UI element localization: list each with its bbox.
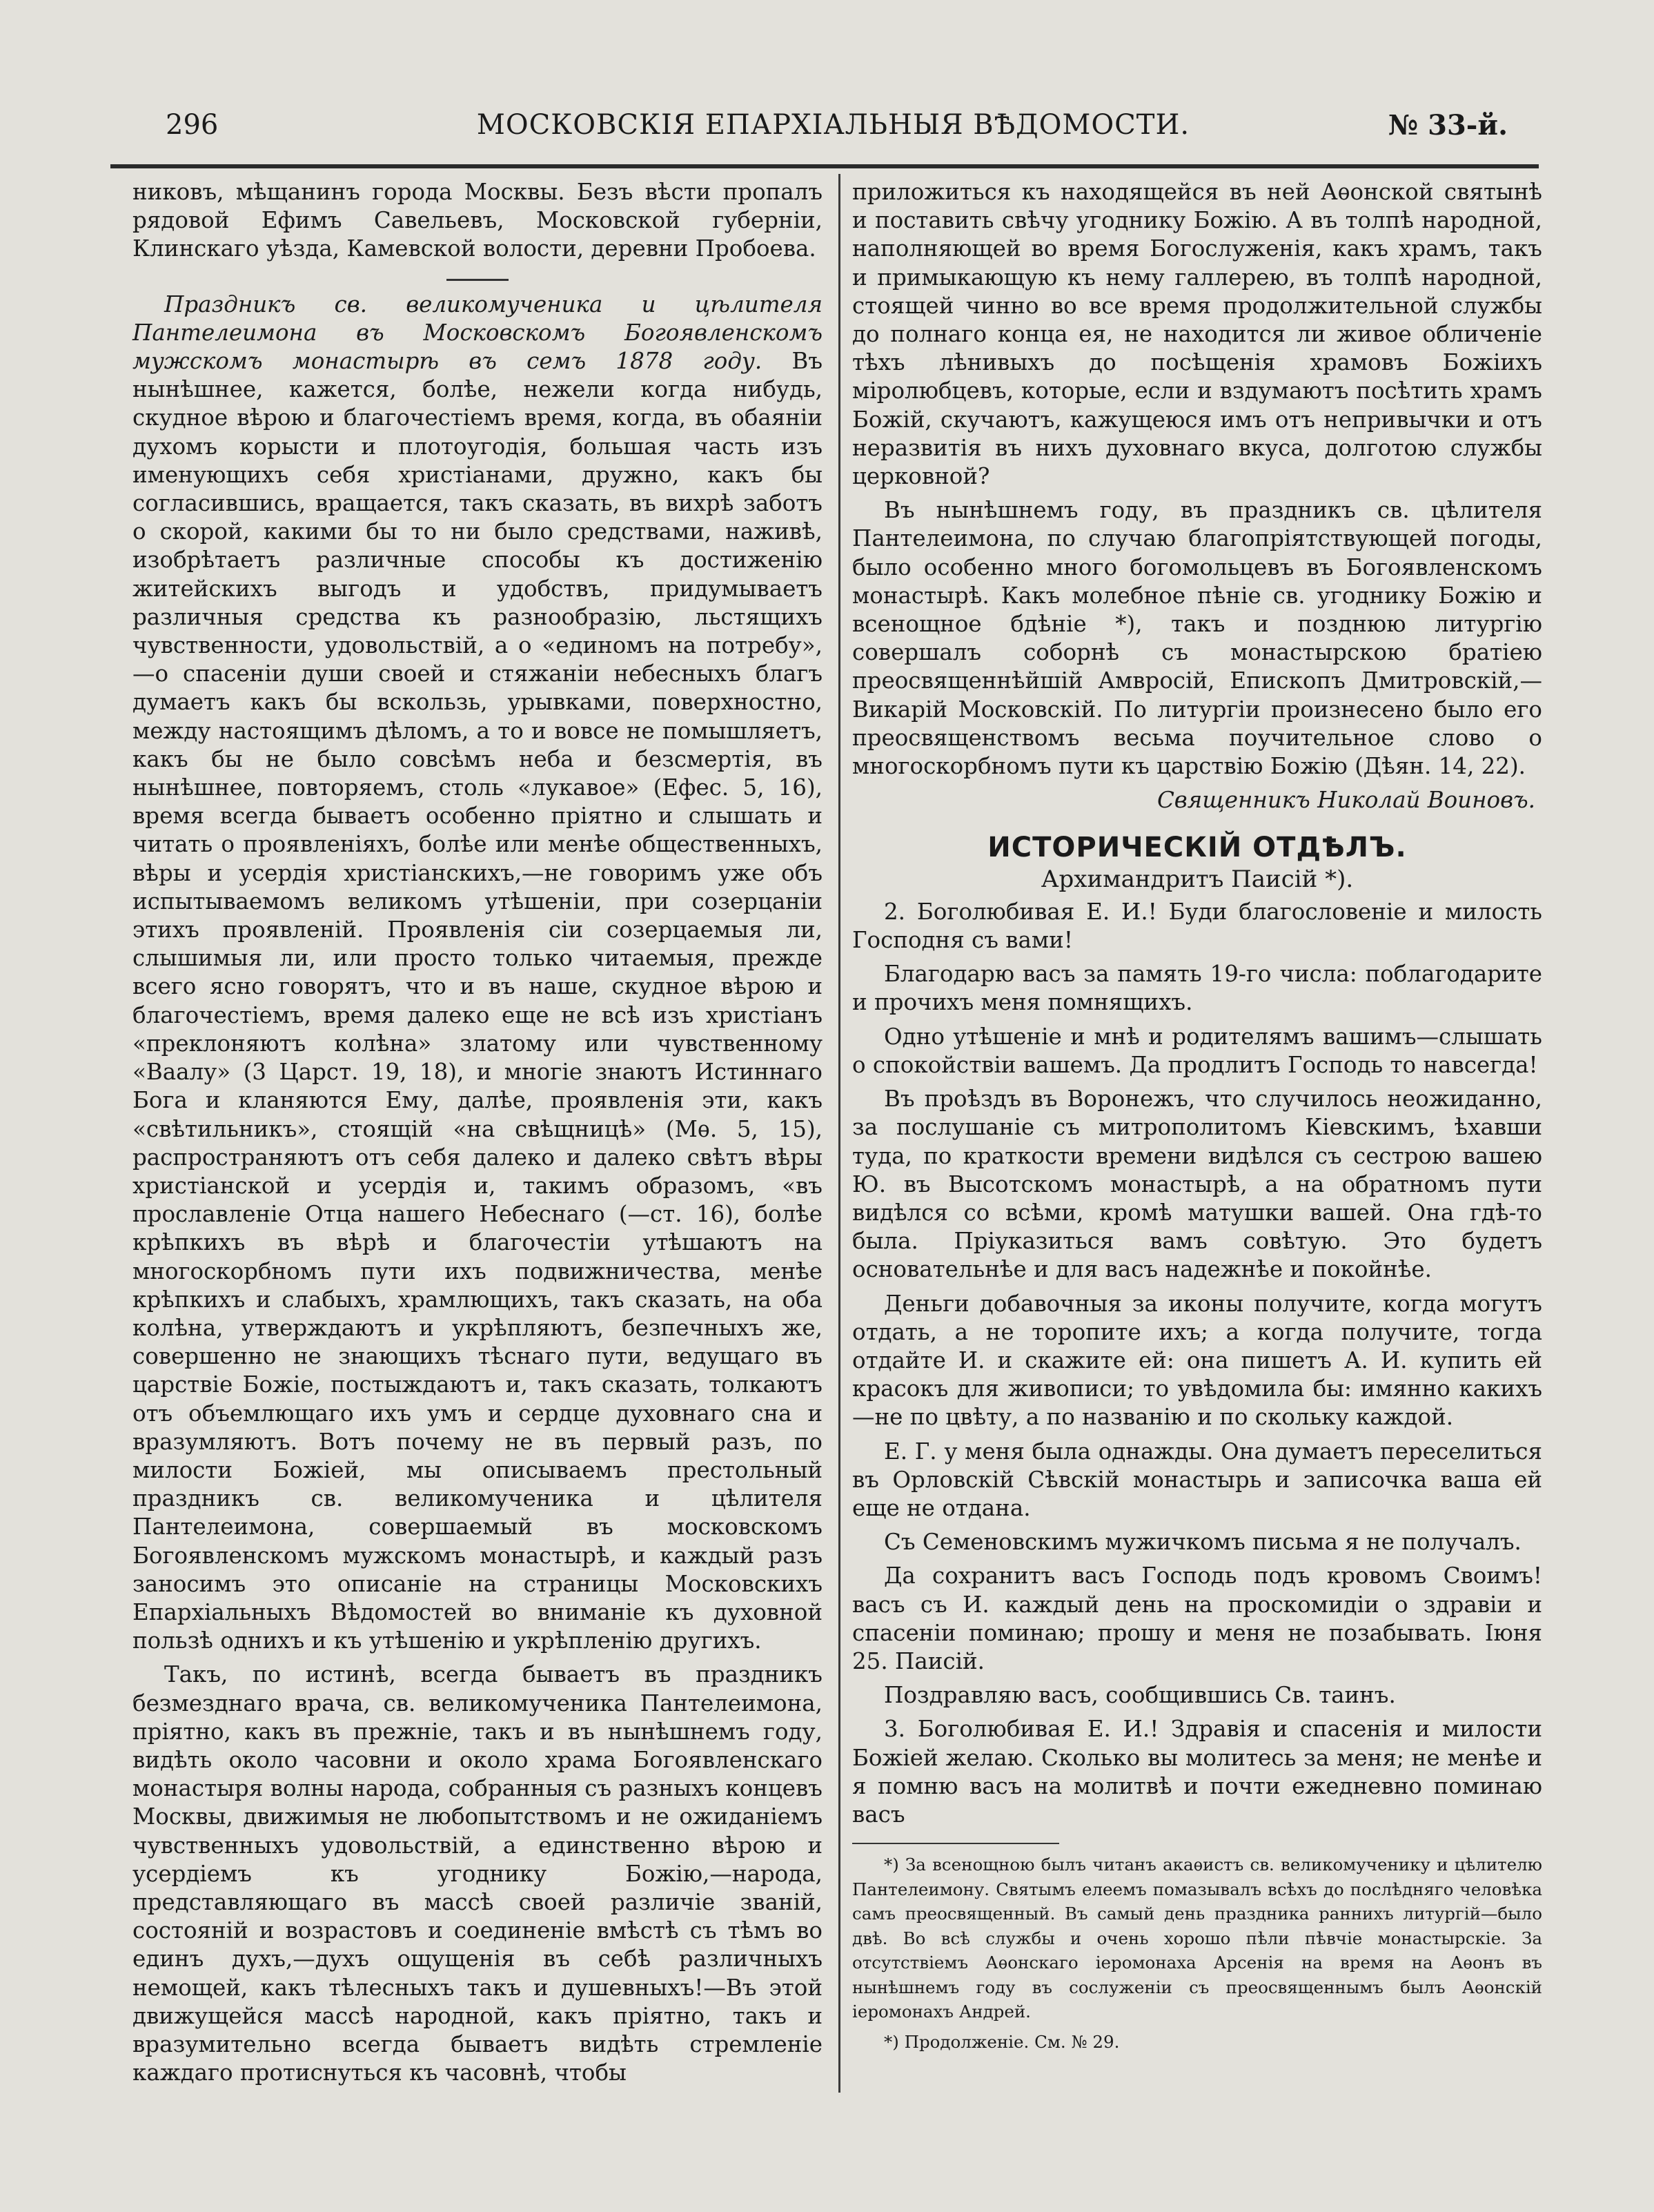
letter-paragraph: 3. Боголюбивая Е. И.! Здравія и спасенія и милости Божіей желаю. Сколько вы молитесь за меня; не менѣе и я помню васъ на молитвѣ и почти ежедневно поминаю васъ xyxy=(852,1716,1542,1828)
signature: Священникъ Николай Воиновъ. xyxy=(1156,787,1535,814)
footnote: *) Продолженіе. См. № 29. xyxy=(884,2031,1120,2052)
publication-title: МОСКОВСКІЯ ЕПАРХІАЛЬНЫЯ ВѢДОМОСТИ. xyxy=(476,109,1190,141)
footnote-rule xyxy=(852,1843,1059,1844)
paragraph: Такъ, по истинѣ, всегда бываетъ въ праздникъ безмезднаго врача, св. великомученика Пантелеимона, пріятно, какъ въ прежніе, такъ и въ нынѣшнемъ году, видѣть около часовни и около храма Богоявленскаго монастыря волны народа, собранныя съ разныхъ концевъ Москвы, движимыя не любопытствомъ и не ожиданіемъ чувственныхъ удовольствій, а единственно вѣрою и усердіемъ къ угоднику Божію,—народа, представляющаго въ массѣ своей различіе званій, состояній и возрастовъ и соединеніе вмѣстѣ съ тѣмъ во единъ духъ,—духъ ощущенія въ себѣ различныхъ немощей, какъ тѣлесныхъ такъ и душевныхъ!—Въ этой движущейся массѣ народной, какъ пріятно, такъ и вразумительно всегда бываетъ видѣть стремленіе каждаго протиснуться къ часовнѣ, чтобы xyxy=(132,1661,823,2086)
header-rule xyxy=(110,164,1539,168)
section-title: ИСТОРИЧЕСКІЙ ОТДѢЛЪ. xyxy=(987,832,1407,864)
letter-author: Архимандритъ Паисій *). xyxy=(1041,865,1354,893)
footnote: *) За всенощною былъ читанъ акаѳистъ св. великомученику и цѣлителю Пантелеимону. Святымъ елеемъ помазывалъ всѣхъ до послѣдняго человѣка самъ преосвященный. Въ самый день праздника раннихъ литургій—было двѣ. Во всѣ службы и очень хорошо пѣли пѣвчіе монастырскіе. За отсутствіемъ Аѳонскаго іеромонаха Арсенія на время на Аѳонъ въ нынѣшнемъ году въ сослуженіи съ преосвященнымъ былъ Аѳонскій іеромонахъ Андрей. xyxy=(852,1854,1542,2022)
paragraph: приложиться къ находящейся въ ней Аѳонской святынѣ и поставить свѣчу угоднику Божію. А въ толпѣ народной, наполняющей во время Богослуженія, какъ храмъ, такъ и примыкающую къ нему галлерею, въ толпѣ народной, стоящей чинно во все время продолжительной службы до полнаго конца ея, не находится ли живое обличеніе тѣхъ лѣнивыхъ до посѣщенія храмовъ Божіихъ міролюбцевъ, которые, если и вздумаютъ посѣтить храмъ Божій, скучаютъ, кажущеюся имъ отъ непривычки и отъ неразвитія въ нихъ духовнаго вкуса, долготою службы церковной? xyxy=(852,179,1542,490)
article-title: Праздникъ св. великомученика и цѣлителя Пантелеимона въ Московскомъ Богоявленскомъ мужскомъ монастырѣ въ семъ 1878 году. xyxy=(132,291,823,375)
page-header xyxy=(159,104,1508,152)
left-column xyxy=(132,178,823,2093)
letter-paragraph: Да сохранитъ васъ Господь подъ кровомъ Своимъ! васъ съ И. каждый день на проскомидіи о здравіи и спасеніи поминаю; прошу и меня не позабывать. Іюня 25. Паисій. xyxy=(852,1563,1542,1674)
paragraph: никовъ, мѣщанинъ города Москвы. Безъ вѣсти пропалъ рядовой Ефимъ Савельевъ, Московской губерніи, Клинскаго уѣзда, Камевской волости, деревни Пробоева. xyxy=(132,179,823,262)
letter-paragraph: Поздравляю васъ, сообщившись Св. таинъ. xyxy=(884,1682,1396,1709)
letter-paragraph: Благодарю васъ за память 19-го числа: поблагодарите и прочихъ меня помнящихъ. xyxy=(852,961,1542,1016)
letter-paragraph: Деньги добавочныя за иконы получите, когда могутъ отдать, а не торопите ихъ; а когда получите, тогда отдайте И. и скажите ей: она пишетъ А. И. купить ей красокъ для живописи; то увѣдомила бы: имянно какихъ—не по цвѣту, а по названію и по скольку каждой. xyxy=(852,1290,1542,1431)
separator-rule xyxy=(446,279,509,281)
letter-paragraph: Въ проѣздъ въ Воронежъ, что случилось неожиданно, за послушаніе съ митрополитомъ Кіевскимъ, ѣхавши туда, по краткости времени видѣлся съ сестрою вашею Ю. въ Высотскомъ монастырѣ, а на обратномъ пути видѣлся со всѣми, кромѣ матушки вашей. Она гдѣ-то была. Пріуказиться вамъ совѣтую. Это будетъ основательнѣе и для васъ надежнѣе и покойнѣе. xyxy=(852,1086,1542,1283)
page-number: 296 xyxy=(166,109,219,141)
paragraph-text: Въ нынѣшнее, кажется, болѣе, нежели когда нибудь, скудное вѣрою и благочестіемъ время, когда, въ обаяніи духомъ корысти и плотоугодія, большая часть изъ именующихъ себя христіанами, дружно, какъ бы согласившись, вращается, такъ сказать, въ вихрѣ заботъ о скорой, какими бы то ни было средствами, наживѣ, изобрѣтаетъ различные способы къ достиженію житейскихъ выгодъ и удобствъ, придумываетъ различныя средства къ разнообразію, льстящихъ чувственности, удовольствій, а о «единомъ на потребу»,—о спасеніи души своей и стяжаніи небесныхъ благъ думаетъ какъ бы вскользь, урывками, поверхностно, между настоящимъ дѣломъ, а то и вовсе не помышляетъ, какъ бы не было совсѣмъ неба и безсмертія, въ нынѣшнее, повторяемъ, столь «лукавое» (Ефес. 5, 16), время всегда бываетъ особенно пріятно и слышать и читать о проявленіяхъ, болѣе или менѣе общественныхъ, вѣры и усердія христіанскихъ,—не говоримъ уже объ испытываемомъ великомъ утѣшеніи, при созерцаніи этихъ проявленій. Проявленія сіи созерцаемыя ли, слышимыя ли, или просто только читаемыя, прежде всего ясно говорятъ, что и въ наше, скудное вѣрою и благочестіемъ, время далеко еще не всѣ изъ христіанъ «преклоняютъ колѣна» златому или чувственному «Ваалу» (3 Царст. 19, 18), и многіе знаютъ Истиннаго Бога и кланяются Ему, далѣе, проявленія эти, какъ «свѣтильникъ», стоящій «на свѣщницѣ» (Мѳ. 5, 15), распространяютъ отъ себя далеко и далеко свѣтъ вѣры христіанской и усердія и, такимъ образомъ, «въ прославленіе Отца нашего Небеснаго (—ст. 16), болѣе крѣпкихъ въ вѣрѣ и благочестіи утѣшаютъ на многоскорбномъ пути ихъ подвижничества, менѣе крѣпкихъ и слабыхъ, храмлющихъ, такъ сказать, на оба колѣна, утверждаютъ и укрѣпляютъ, безпечныхъ же, совершенно не знающихъ тѣснаго пути, ведущаго въ царствіе Божіе, постыждаютъ и, такъ сказать, толкаютъ отъ объемлющаго ихъ умъ и сердце духовнаго сна и вразумляютъ. Вотъ почему не въ первый разъ, по милости Божіей, мы описываемъ престольный праздникъ св. великомученика и цѣлителя Пантелеимона, совершаемый въ московскомъ Богоявленскомъ мужскомъ монастырѣ, и каждый разъ заносимъ это описаніе на страницы Московскихъ Епархіальныхъ Вѣдомостей во вниманіе къ духовной пользѣ однихъ и къ утѣшенію и укрѣпленію другихъ. xyxy=(132,348,823,1654)
column-divider xyxy=(838,174,840,2093)
letter-paragraph: Одно утѣшеніе и мнѣ и родителямъ вашимъ—слышать о спокойствіи вашемъ. Да продлитъ Господь то навсегда! xyxy=(852,1023,1542,1078)
paragraph: Въ нынѣшнемъ году, въ праздникъ св. цѣлителя Пантелеимона, по случаю благопріятствующей погоды, было особенно много богомольцевъ въ Богоявленскомъ монастырѣ. Какъ молебное пѣніе св. угоднику Божію и всенощное бдѣніе *), такъ и позднюю литургію совершалъ соборнѣ съ монастырскою братіею преосвященнѣйшій Амвросій, Епископъ Дмитровскій,—Викарій Московскій. По литургіи произнесено было его преосвященствомъ весьма поучительное слово о многоскорбномъ пути къ царствію Божію (Дѣян. 14, 22). xyxy=(852,497,1542,780)
issue-number: № 33-й. xyxy=(1388,109,1508,141)
letter-paragraph: Е. Г. у меня была однажды. Она думаетъ переселиться въ Орловскій Сѣвскій монастырь и записочка ваша ей еще не отдана. xyxy=(852,1438,1542,1521)
right-column xyxy=(852,178,1542,2059)
article-paragraph xyxy=(132,291,823,1656)
letter-paragraph: 2. Боголюбивая Е. И.! Буди благословеніе и милость Господня съ вами! xyxy=(852,898,1542,954)
letter-paragraph: Съ Семеновскимъ мужичкомъ письма я не получалъ. xyxy=(884,1529,1522,1556)
